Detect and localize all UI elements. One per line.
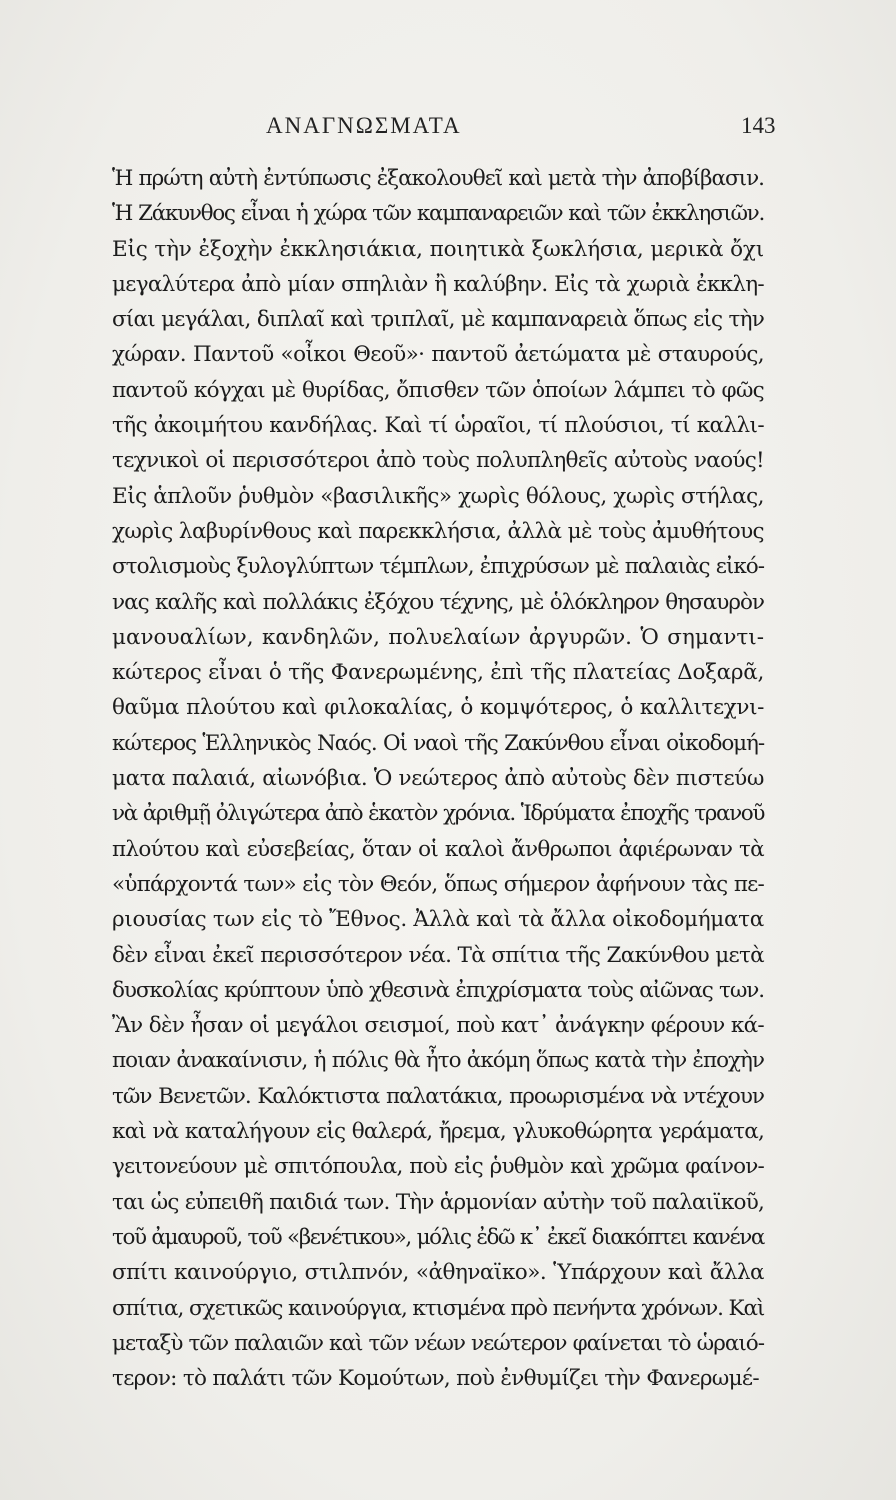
text-line: νας καλῆς καὶ πολλάκις ἐξόχου τέχνης, μὲ ὁλόκληρον θησαυρὸν	[112, 589, 764, 615]
text-line: στολισμοὺς ξυλογλύπτων τέμπλων, ἐπιχρύσων μὲ παλαιὰς εἰκό-	[112, 554, 764, 580]
text-line: παντοῦ κόγχαι μὲ θυρίδας, ὄπισθεν τῶν ὁποίων λάμπει τὸ φῶς	[112, 377, 764, 403]
text-line: σπίτι καινούργιο, στιλπνόν, «ἀθηναϊκο». Ὑπάρχουν καὶ ἄλλα	[112, 1260, 764, 1286]
text-line: ποιαν ἀνακαίνισιν, ἡ πόλις θὰ ἦτο ἀκόμη ὅπως κατὰ τὴν ἐποχὴν	[112, 1048, 764, 1074]
text-line: τῆς ἀκοιμήτου κανδήλας. Καὶ τί ὡραῖοι, τί πλούσιοι, τί καλλι-	[112, 413, 764, 439]
page-number: 143	[741, 113, 776, 138]
text-line: τεχνικοὶ οἱ περισσότεροι ἀπὸ τοὺς πολυπληθεῖς αὐτοὺς ναούς!	[112, 448, 764, 474]
text-line: νὰ ἀριθμῇ ὀλιγώτερα ἀπὸ ἑκατὸν χρόνια. Ἱδρύματα ἐποχῆς τρανοῦ	[112, 801, 764, 827]
running-title: ΑΝΑΓΝΩΣΜΑΤΑ	[266, 113, 462, 138]
text-line: καὶ νὰ καταλήγουν εἰς θαλερά, ἤρεμα, γλυκοθώρητα γεράματα,	[112, 1119, 764, 1145]
text-line: τοῦ ἀμαυροῦ, τοῦ «βενέτικου», μόλις ἐδῶ κ᾽ ἐκεῖ διακόπτει κανένα	[112, 1224, 764, 1250]
text-line: σίαι μεγάλαι, διπλαῖ καὶ τριπλαῖ, μὲ καμπαναρειὰ ὅπως εἰς τὴν	[112, 307, 764, 333]
text-line: «ὑπάρχοντά των» εἰς τὸν Θεόν, ὅπως σήμερον ἀφήνουν τὰς πε-	[112, 871, 764, 897]
text-line: δὲν εἶναι ἐκεῖ περισσότερον νέα. Τὰ σπίτια τῆς Ζακύνθου μετὰ	[112, 942, 764, 968]
text-line: κώτερος εἶναι ὁ τῆς Φανερωμένης, ἐπὶ τῆς πλατείας Δοξαρᾶ,	[112, 660, 764, 686]
text-line: Εἰς ἁπλοῦν ῥυθμὸν «βασιλικῆς» χωρὶς θόλους, χωρὶς στήλας,	[112, 483, 764, 509]
text-line: ριουσίας των εἰς τὸ Ἔθνος. Ἀλλὰ καὶ τὰ ἄλλα οἰκοδομήματα	[112, 907, 764, 933]
text-line: σπίτια, σχετικῶς καινούργια, κτισμένα πρὸ πενήντα χρόνων. Καὶ	[112, 1295, 765, 1321]
text-line: κώτερος Ἑλληνικὸς Ναός. Οἱ ναοὶ τῆς Ζακύνθου εἶναι οἰκοδομή-	[112, 730, 764, 756]
text-line: τῶν Βενετῶν. Καλόκτιστα παλατάκια, προωρισμένα νὰ ντέχουν	[112, 1083, 764, 1109]
body-text	[112, 161, 764, 1396]
text-line: γειτονεύουν μὲ σπιτόπουλα, ποὺ εἰς ῥυθμὸν καὶ χρῶμα φαίνον-	[112, 1154, 764, 1180]
text-line: θαῦμα πλούτου καὶ φιλοκαλίας, ὁ κομψότερος, ὁ καλλιτεχνι-	[112, 695, 764, 721]
text-line: Ἂν δὲν ἦσαν οἱ μεγάλοι σεισμοί, ποὺ κατ᾽ ἀνάγκην φέρουν κά-	[112, 1013, 764, 1039]
text-line: Ἡ Ζάκυνθος εἶναι ἡ χώρα τῶν καμπαναρειῶν καὶ τῶν ἐκκλησιῶν.	[112, 201, 764, 227]
text-line: χωρὶς λαβυρίνθους καὶ παρεκκλήσια, ἀλλὰ μὲ τοὺς ἀμυθήτους	[112, 518, 764, 544]
text-line: μεγαλύτερα ἀπὸ μίαν σπηλιὰν ἢ καλύβην. Εἰς τὰ χωριὰ ἐκκλη-	[112, 271, 764, 297]
text-line: τερον: τὸ παλάτι τῶν Κομούτων, ποὺ ἐνθυμίζει τὴν Φανερωμέ-	[112, 1366, 759, 1392]
text-line: πλούτου καὶ εὐσεβείας, ὅταν οἱ καλοὶ ἄνθρωποι ἀφιέρωναν τὰ	[112, 836, 764, 862]
text-line: μεταξὺ τῶν παλαιῶν καὶ τῶν νέων νεώτερον φαίνεται τὸ ὡραιό-	[112, 1330, 764, 1356]
text-line: ματα παλαιά, αἰωνόβια. Ὁ νεώτερος ἀπὸ αὐτοὺς δὲν πιστεύω	[112, 766, 764, 792]
text-line: Ἡ πρώτη αὐτὴ ἐντύπωσις ἐξακολουθεῖ καὶ μετὰ τὴν ἀποβίβασιν.	[112, 166, 764, 191]
text-line: χώραν. Παντοῦ «οἶκοι Θεοῦ»· παντοῦ ἀετώματα μὲ σταυρούς,	[112, 342, 764, 368]
text-line: δυσκολίας κρύπτουν ὑπὸ χθεσινὰ ἐπιχρίσματα τοὺς αἰῶνας των.	[112, 977, 764, 1003]
text-line: Εἰς τὴν ἐξοχὴν ἐκκλησιάκια, ποιητικὰ ξωκλήσια, μερικὰ ὄχι	[112, 236, 764, 262]
text-line: ται ὡς εὐπειθῆ παιδιά των. Τὴν ἁρμονίαν αὐτὴν τοῦ παλαιϊκοῦ,	[112, 1189, 764, 1215]
text-line: μανουαλίων, κανδηλῶν, πολυελαίων ἀργυρῶν. Ὁ σημαντι-	[112, 624, 764, 650]
page-header	[0, 113, 896, 143]
